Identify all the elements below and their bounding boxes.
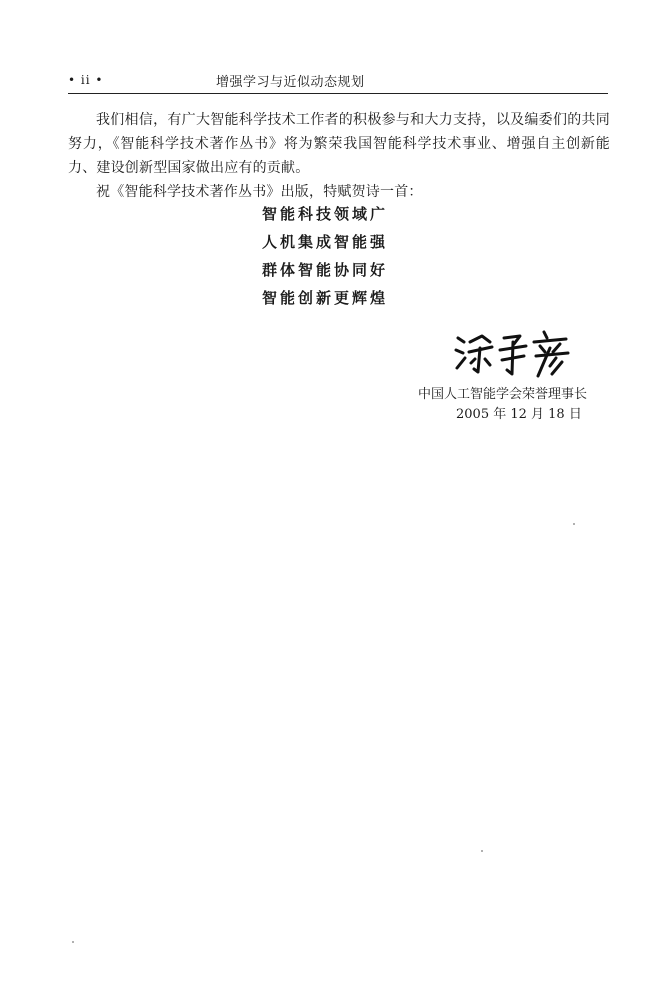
poem-line: 群体智能协同好 (262, 261, 389, 279)
signing-date: 2005 年 12 月 18 日 (456, 407, 582, 422)
poem-line: 智能科技领域广 (262, 205, 389, 223)
scan-speck (72, 941, 74, 943)
author-affiliation: 中国人工智能学会荣誉理事长 (418, 387, 588, 402)
running-header (68, 71, 608, 93)
scan-speck (481, 850, 483, 852)
paragraph: 我们相信，有广大智能科学技术工作者的积极参与和大力支持，以及编委们的共同努力，《智能科学技术著作丛书》将为繁荣我国智能科学技术事业、增强自主创新能力、建设创新型国家做出应有的贡献。 (68, 112, 610, 176)
page-number: • ii • (68, 73, 104, 87)
handwritten-signature (452, 328, 582, 378)
running-header-title: 增强学习与近似动态规划 (216, 75, 365, 90)
congratulatory-poem (262, 200, 462, 312)
paragraph: 祝《智能科学技术著作丛书》出版，特赋贺诗一首： (96, 184, 423, 200)
header-divider (68, 93, 608, 94)
scan-speck (573, 523, 575, 525)
body-text (68, 108, 610, 204)
poem-line: 智能创新更辉煌 (262, 289, 389, 307)
poem-line: 人机集成智能强 (262, 233, 389, 251)
